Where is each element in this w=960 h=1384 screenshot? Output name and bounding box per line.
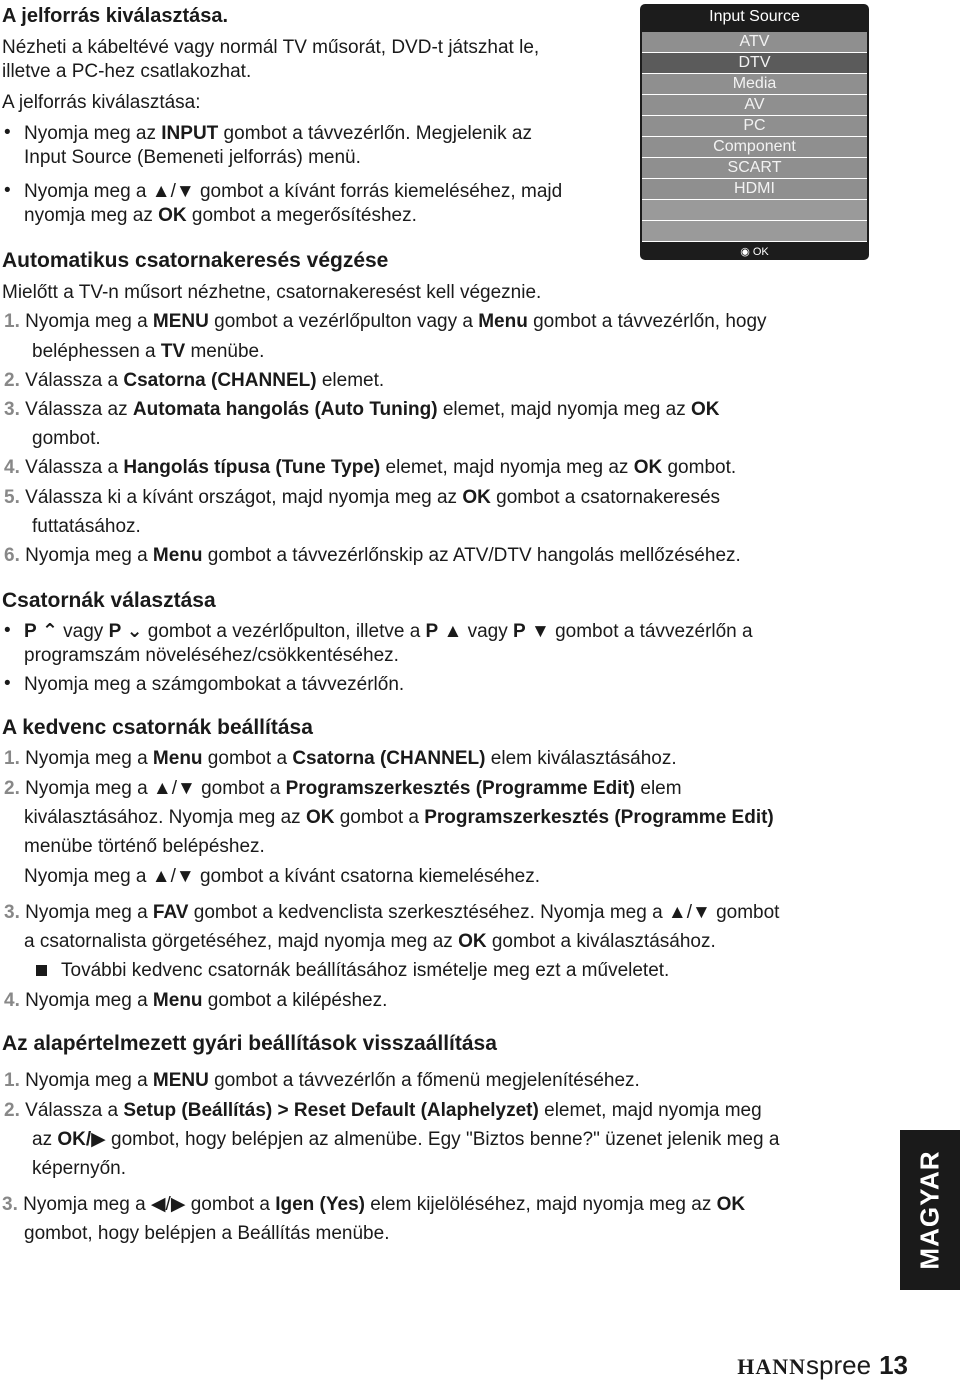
menu-item[interactable]: Component [642, 137, 867, 157]
list-item: 2. Válassza a Csatorna (CHANNEL) elemet. [4, 370, 385, 391]
list-item: kiválasztásához. Nyomja meg az OK gombot a Programszerkesztés (Programme Edit) [24, 807, 774, 828]
bullet-text: Nyomja meg az INPUT gombot a távvezérlőn. Megjelenik az [24, 123, 532, 144]
list-item: 1. Nyomja meg a Menu gombot a Csatorna (CHANNEL) elem kiválasztásához. [4, 748, 677, 769]
bullet-dot: • [4, 122, 11, 143]
list-item: a csatornalista görgetéséhez, majd nyomja meg az OK gombot a kiválasztásához. [24, 931, 716, 952]
menu-item-selected[interactable]: DTV [642, 53, 867, 73]
list-item: 1. Nyomja meg a MENU gombot a távvezérlőn a főmenü megjelenítéséhez. [4, 1070, 640, 1091]
menu-list [642, 32, 867, 242]
menu-item[interactable]: ATV [642, 32, 867, 52]
list-item: gombot, hogy belépjen a Beállítás menübe. [24, 1223, 390, 1244]
bullet-text: P ⌃ vagy P ⌄ gombot a vezérlőpulton, illetve a P ▲ vagy P ▼ gombot a távvezérlőn a [24, 621, 753, 642]
section-title-reset-default: Az alapértelmezett gyári beállítások visszaállítása [2, 1032, 497, 1055]
bullet-text: Nyomja meg a ▲/▼ gombot a kívánt forrás kiemeléséhez, majd [24, 181, 563, 202]
list-item: beléphessen a TV menübe. [32, 341, 265, 362]
menu-item-empty [642, 200, 867, 220]
bullet-text: nyomja meg az OK gombot a megerősítéshez. [24, 205, 417, 226]
list-item: 3. Válassza az Automata hangolás (Auto Tuning) elemet, majd nyomja meg az OK [4, 399, 720, 420]
paragraph: Mielőtt a TV-n műsort nézhetne, csatornakeresést kell végeznie. [2, 282, 542, 303]
menu-item-empty [642, 221, 867, 241]
list-item: 4. Nyomja meg a Menu gombot a kilépéshez. [4, 990, 388, 1011]
menu-footer: ◉ OK [740, 246, 769, 258]
list-item: 3. Nyomja meg a FAV gombot a kedvenclista szerkesztéséhez. Nyomja meg a ▲/▼ gombot [4, 902, 780, 923]
list-item: 1. Nyomja meg a MENU gombot a vezérlőpulton vagy a Menu gombot a távvezérlőn, hogy [4, 311, 767, 332]
list-item: 6. Nyomja meg a Menu gombot a távvezérlőnskip az ATV/DTV hangolás mellőzéséhez. [4, 545, 741, 566]
list-item: 4. Válassza a Hangolás típusa (Tune Type) elemet, majd nyomja meg az OK gombot. [4, 457, 737, 478]
bullet-text: Nyomja meg a számgombokat a távvezérlőn. [24, 674, 405, 695]
square-bullet-icon [36, 965, 47, 976]
section-title-input-select: A jelforrás kiválasztása. [2, 5, 229, 27]
menu-title: Input Source [709, 8, 800, 25]
list-item: 2. Válassza a Setup (Beállítás) > Reset Default (Alaphelyzet) elemet, majd nyomja meg [4, 1100, 762, 1121]
chevron-down-icon: ⌄ [126, 621, 143, 642]
language-tab: MAGYAR [900, 1130, 960, 1290]
list-item: képernyőn. [32, 1158, 127, 1179]
paragraph: Nézheti a kábeltévé vagy normál TV műsorát, DVD-t játszhat le, [2, 37, 540, 58]
bullet-text: programszám növeléséhez/csökkentéséhez. [24, 645, 399, 666]
page-footer [737, 1350, 908, 1381]
list-item: 5. Válassza ki a kívánt országot, majd nyomja meg az OK gombot a csatornakeresés [4, 487, 721, 508]
paragraph: illetve a PC-hez csatlakozhat. [2, 61, 252, 82]
brand-logo-suffix: spree [806, 1350, 872, 1380]
bullet-dot: • [4, 620, 11, 641]
brand-logo: HANN [737, 1354, 807, 1379]
menu-item[interactable]: Media [642, 74, 867, 94]
input-source-menu [640, 4, 869, 260]
list-item: gombot. [32, 428, 101, 449]
bullet-text: Input Source (Bemeneti jelforrás) menü. [24, 147, 361, 168]
chevron-up-icon: ⌃ [41, 621, 58, 642]
list-item: 3. Nyomja meg a ◀/▶ gombot a Igen (Yes) elem kijelöléséhez, majd nyomja meg az OK [2, 1194, 746, 1215]
section-title-favorites: A kedvenc csatornák beállítása [2, 716, 313, 739]
ok-icon: ◉ [740, 246, 750, 258]
page-number: 13 [879, 1350, 908, 1380]
note-item: További kedvenc csatornák beállításához ismételje meg ezt a műveletet. [36, 959, 669, 983]
bullet-dot: • [4, 180, 11, 201]
paragraph: A jelforrás kiválasztása: [2, 92, 201, 113]
menu-item[interactable]: HDMI [642, 179, 867, 199]
list-item: Nyomja meg a ▲/▼ gombot a kívánt csatorna kiemeléséhez. [24, 866, 541, 887]
list-item: menübe történő belépéshez. [24, 836, 265, 857]
list-item: az OK/▶ gombot, hogy belépjen az almenübe. Egy "Biztos benne?" üzenet jelenik meg a [32, 1129, 780, 1150]
list-item: futtatásához. [32, 516, 141, 537]
section-title-auto-tuning: Automatikus csatornakeresés végzése [2, 249, 389, 272]
menu-item[interactable]: PC [642, 116, 867, 136]
bullet-dot: • [4, 673, 11, 694]
section-title-channel-select: Csatornák választása [2, 589, 216, 612]
menu-item[interactable]: SCART [642, 158, 867, 178]
menu-item[interactable]: AV [642, 95, 867, 115]
list-item: 2. Nyomja meg a ▲/▼ gombot a Programszerkesztés (Programme Edit) elem [4, 778, 682, 799]
